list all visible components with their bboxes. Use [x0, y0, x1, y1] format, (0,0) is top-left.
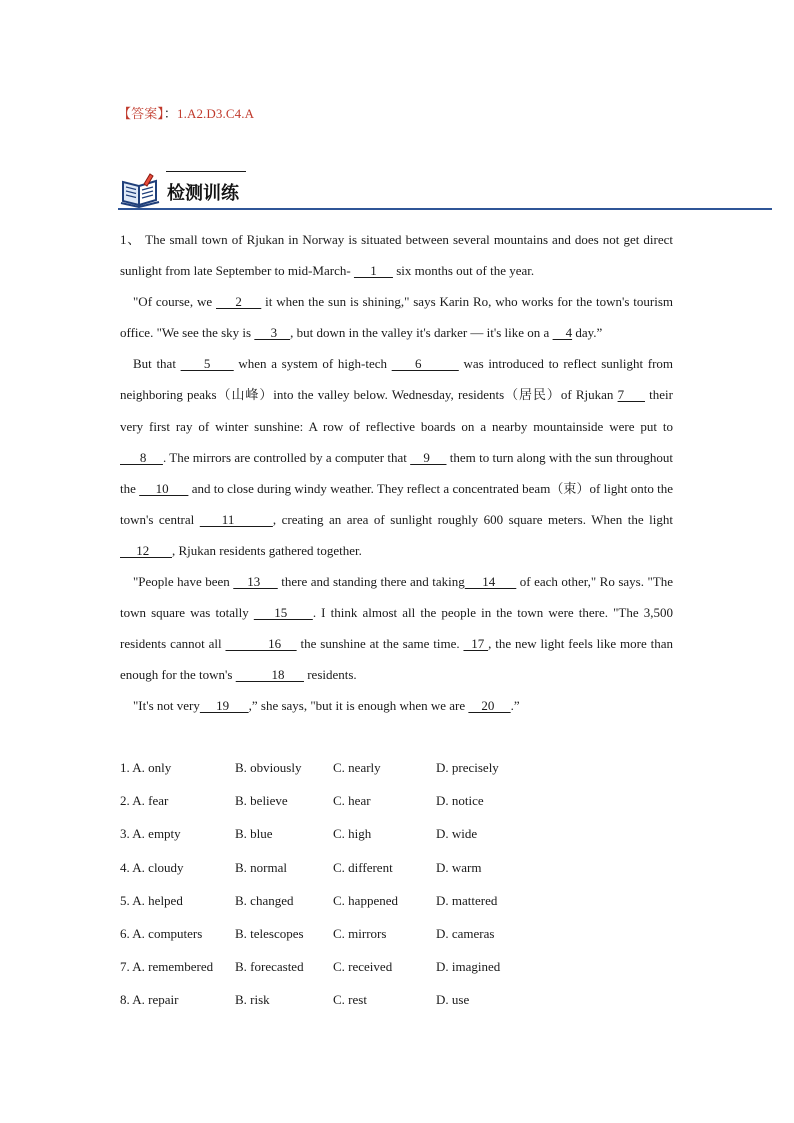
option-c: C. high [333, 826, 372, 842]
section-divider [118, 208, 772, 210]
option-a: 2. A. fear [120, 793, 169, 809]
option-d: D. notice [436, 793, 484, 809]
blank-3: 3 [254, 325, 291, 341]
text-segment: , Rjukan residents gathered together. [172, 542, 362, 558]
option-d: D. wide [436, 826, 478, 842]
text-segment: "People have been [133, 574, 234, 590]
blank-12: 12 [120, 542, 172, 558]
text-segment: it when the sun is shining," says Karin Ro, who works for the town's tourism office. "We see the sky is [120, 294, 674, 341]
text-segment: ,” she says, "but it is enough when we are [248, 698, 469, 714]
paragraph-5 [120, 690, 673, 721]
text-segment: of each other," Ro says. "The town square was totally [120, 574, 673, 621]
text-segment: , creating an area of sunlight roughly 600 square meters. When the light [272, 511, 673, 527]
option-d: D. warm [436, 859, 482, 875]
option-row-7 [120, 953, 540, 986]
blank-11: 11 [199, 511, 273, 527]
text-segment: there and standing there and taking [277, 574, 465, 590]
option-d: D. imagined [436, 959, 501, 975]
text-segment: their very first ray of winter sunshine: A row of reflective boards on a nearby mountainside were put to [120, 387, 673, 434]
section-header [118, 166, 772, 212]
text-segment: "It's not very [133, 698, 200, 714]
answer-tag: 【答案】 [118, 106, 164, 121]
answer-separator: ： [163, 106, 178, 121]
text-segment: .” [510, 698, 520, 714]
section-top-line [166, 171, 246, 172]
option-c: C. hear [333, 793, 371, 809]
paragraph-2 [120, 286, 673, 348]
blank-4: 4 [552, 325, 573, 341]
option-b: B. blue [235, 826, 273, 842]
blank-15: 15 [253, 605, 313, 621]
blank-17: 17 [463, 636, 489, 652]
blank-18: 18 [235, 667, 304, 683]
text-segment: But that [133, 356, 181, 372]
blank-20: 20 [468, 698, 511, 714]
option-b: B. normal [235, 859, 287, 875]
text-segment: them to turn along with the sun throughout the [120, 449, 674, 496]
option-a: 1. A. only [120, 760, 172, 775]
text-segment: day.” [572, 325, 603, 341]
blank-9: 9 [410, 449, 447, 465]
text-segment: six months out of the year. [392, 263, 535, 279]
paragraph-3 [120, 348, 673, 566]
option-row-1 [120, 754, 540, 787]
option-d: D. use [436, 992, 470, 1008]
option-d: D. mattered [436, 892, 498, 908]
option-c: C. mirrors [333, 925, 387, 941]
option-row-8 [120, 986, 540, 1019]
paragraph-4 [120, 566, 673, 690]
option-c: C. received [333, 959, 393, 975]
option-row-3 [120, 820, 540, 853]
option-c: C. different [333, 859, 393, 875]
option-row-2 [120, 787, 540, 820]
option-a: 7. A. remembered [120, 959, 214, 975]
option-b: B. believe [235, 793, 288, 809]
text-segment: , the new light feels like more than enough for the town's [120, 636, 673, 683]
blank-8: 8 [120, 449, 163, 465]
text-segment: "Of course, we [133, 294, 216, 310]
open-book-icon [120, 172, 162, 208]
text-segment: . The mirrors are controlled by a computer that [162, 449, 411, 465]
option-a: 5. A. helped [120, 892, 183, 908]
text-segment: was introduced to reflect sunlight from neighboring peaks（山峰）into the valley below. Wednesday, residents（居民）of Rjukan [120, 356, 674, 403]
option-b: B. changed [235, 892, 294, 908]
answer-line [118, 103, 254, 122]
blank-2: 2 [216, 294, 262, 310]
option-b: B. risk [235, 992, 270, 1008]
blank-5: 5 [180, 356, 234, 372]
option-row-4 [120, 854, 540, 887]
option-b: B. telescopes [235, 925, 304, 941]
option-c: C. nearly [333, 760, 381, 775]
option-c: C. rest [333, 992, 367, 1008]
text-segment: residents. [303, 667, 357, 683]
option-a: 6. A. computers [120, 925, 203, 941]
text-segment: the sunshine at the same time. [296, 636, 464, 652]
text-segment: when a system of high-tech [233, 356, 392, 372]
text-segment: . I think almost all the people in the town were there. "The 3,500 residents cannot all [120, 605, 673, 652]
blank-6: 6 [391, 356, 459, 372]
blank-13: 13 [233, 574, 278, 590]
answer-options [120, 754, 540, 1020]
blank-10: 10 [139, 480, 189, 496]
section-title: 检测训练 [167, 183, 239, 204]
blank-1: 1 [353, 263, 393, 279]
text-segment: , but down in the valley it's darker — it's like on a [290, 325, 553, 341]
text-segment: and to close during windy weather. They reflect a concentrated beam（束）of light onto the town's central [120, 480, 674, 527]
blank-16: 16 [225, 636, 297, 652]
option-a: 3. A. empty [120, 826, 181, 842]
option-b: B. forecasted [235, 959, 304, 975]
blank-14: 14 [464, 574, 517, 590]
option-a: 8. A. repair [120, 992, 179, 1008]
blank-7: 7 [617, 387, 645, 403]
cloze-passage [120, 224, 673, 722]
option-c: C. happened [333, 892, 398, 908]
paragraph-1 [120, 224, 673, 286]
option-d: D. precisely [436, 760, 499, 775]
answer-value: 1.A2.D3.C4.A [177, 106, 255, 121]
option-row-6 [120, 920, 540, 953]
option-b: B. obviously [235, 760, 302, 775]
option-a: 4. A. cloudy [120, 859, 184, 875]
option-row-5 [120, 887, 540, 920]
text-segment: 1、 The small town of Rjukan in Norway is situated between several mountains and does not get direct sunlight from late September to mid-March- [120, 232, 673, 279]
blank-19: 19 [199, 698, 249, 714]
option-d: D. cameras [436, 925, 495, 941]
